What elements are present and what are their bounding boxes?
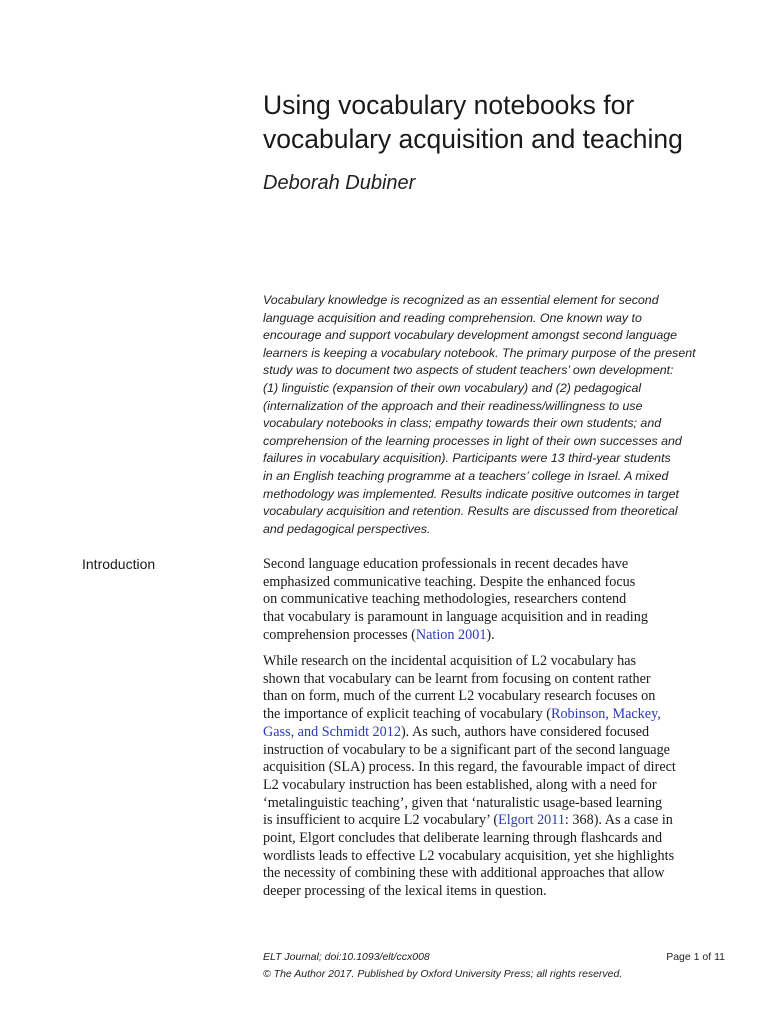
abstract-line: encourage and support vocabulary development amongst second language (263, 328, 677, 343)
abstract-line: in an English teaching programme at a teachers’ college in Israel. A mixed (263, 468, 669, 483)
text-line: deeper processing of the lexical items in question. (263, 883, 547, 900)
text-line (263, 724, 733, 742)
abstract (263, 292, 733, 538)
text-line: the necessity of combining these with additional approaches that allow (263, 865, 665, 882)
title-line: Using vocabulary notebooks for (263, 90, 635, 120)
citation-link-robinson-2012-cont[interactable]: Gass, and Schmidt 2012 (263, 723, 401, 740)
text-line: ‘metalinguistic teaching’, given that ‘naturalistic usage-based learning (263, 794, 663, 811)
abstract-line: methodology was implemented. Results indicate positive outcomes in target (263, 486, 679, 501)
text-line (263, 812, 733, 830)
abstract-line: (1) linguistic (expansion of their own vocabulary) and (2) pedagogical (263, 380, 642, 395)
text-line: L2 vocabulary instruction has been established, along with a need for (263, 776, 657, 793)
text-line: point, Elgort concludes that deliberate learning through flashcards and (263, 830, 663, 847)
intro-paragraph-1 (263, 556, 733, 645)
abstract-line: vocabulary notebooks in class; empathy towards their own students; and (263, 416, 662, 431)
page-number: Page 1 of 11 (666, 951, 725, 963)
text-line: emphasized communicative teaching. Despite the enhanced focus (263, 573, 636, 590)
text-line (263, 706, 733, 724)
text-fragment: comprehension processes ( (263, 626, 416, 643)
text-line: instruction of vocabulary to be a significant part of the second language (263, 741, 670, 758)
text-fragment: the importance of explicit teaching of vocabulary ( (263, 706, 551, 723)
citation-link-nation-2001[interactable]: Nation 2001 (415, 626, 487, 643)
title-line: vocabulary acquisition and teaching (263, 124, 683, 154)
text-line: that vocabulary is paramount in language acquisition and in reading (263, 609, 648, 626)
abstract-line: Vocabulary knowledge is recognized as an essential element for second (263, 293, 659, 307)
abstract-line: and pedagogical perspectives. (263, 521, 431, 536)
text-line: on communicative teaching methodologies, researchers contend (263, 591, 627, 608)
abstract-line: language acquisition and reading comprehension. One known way to (263, 310, 642, 325)
text-line: shown that vocabulary can be learnt from focusing on content rather (263, 670, 651, 687)
text-fragment: ). As such, authors have considered focused (400, 723, 650, 740)
text-line: While research on the incidental acquisition of L2 vocabulary has (263, 653, 637, 669)
citation-link-elgort-2011[interactable]: Elgort 2011 (498, 812, 565, 829)
author-name: Deborah Dubiner (263, 172, 416, 194)
journal-doi: ELT Journal; doi:10.1093/elt/ccx008 (263, 951, 430, 963)
text-fragment: : 368). As a case in (564, 812, 673, 829)
text-fragment: ). (486, 626, 495, 643)
text-line: than on form, much of the current L2 vocabulary research focuses on (263, 688, 656, 705)
text-line (263, 627, 733, 645)
section-heading-introduction: Introduction (82, 556, 156, 572)
abstract-line: comprehension of the learning processes in light of their own successes and (263, 433, 682, 448)
abstract-line: failures in vocabulary acquisition). Participants were 13 third-year students (263, 451, 671, 466)
text-line: acquisition (SLA) process. In this regard, the favourable impact of direct (263, 759, 676, 776)
abstract-line: (internalization of the approach and their readiness/willingness to use (263, 398, 643, 413)
citation-link-robinson-2012[interactable]: Robinson, Mackey, (550, 706, 661, 723)
abstract-line: learners is keeping a vocabulary notebook. The primary purpose of the present (263, 345, 696, 360)
copyright-notice: © The Author 2017. Published by Oxford University Press; all rights reserved. (263, 968, 623, 980)
text-line: wordlists leads to effective L2 vocabulary acquisition, yet she highlights (263, 847, 675, 864)
abstract-line: study was to document two aspects of student teachers’ own development: (263, 363, 674, 378)
text-line: Second language education professionals in recent decades have (263, 556, 629, 572)
abstract-line: vocabulary acquisition and retention. Results are discussed from theoretical (263, 504, 678, 519)
intro-paragraph-2 (263, 653, 733, 901)
text-fragment: is insufficient to acquire L2 vocabulary’ ( (263, 812, 499, 829)
article-title (263, 88, 743, 156)
